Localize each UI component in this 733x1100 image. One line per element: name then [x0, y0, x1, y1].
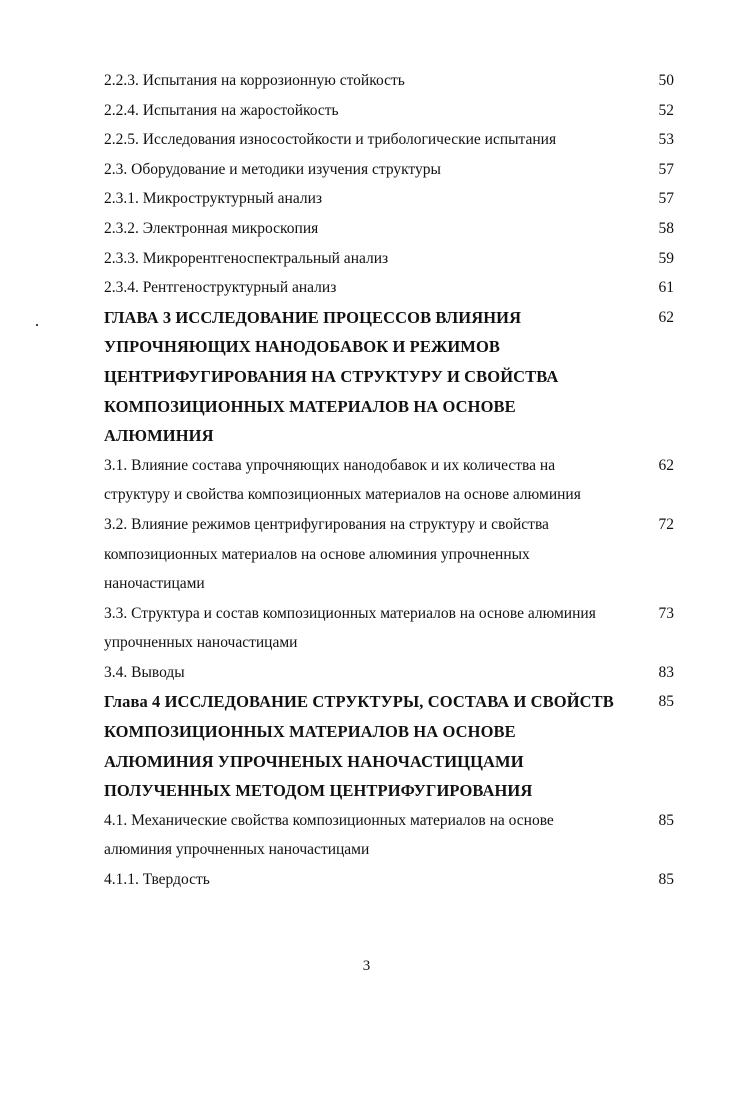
- toc-entry-page: 59: [658, 249, 674, 267]
- toc-entry-title: 2.3.1. Микроструктурный анализ: [104, 190, 322, 208]
- toc-entry-title: 4.1. Механические свойства композиционных материалов на основе алюминия упрочненных наночастицами: [104, 811, 554, 859]
- toc-entry-title: 2.3.2. Электронная микроскопия: [104, 219, 319, 237]
- toc-entry-title: 4.1.1. Твердость: [104, 871, 210, 889]
- toc-entry: [104, 865, 674, 895]
- toc-entry-page: 72: [658, 515, 674, 533]
- toc-entry: [104, 214, 674, 244]
- toc-entry-title: 2.2.5. Исследования износостойкости и трибологические испытания: [104, 131, 557, 149]
- toc-entry-title: 2.2.4. Испытания на жаростойкость: [104, 101, 339, 119]
- toc-entry: [104, 658, 674, 688]
- scan-speck: [36, 324, 38, 326]
- toc-entry: [104, 599, 674, 658]
- toc-entry: [104, 510, 674, 599]
- toc-entry: [104, 155, 674, 185]
- toc-entry: [104, 273, 674, 303]
- page-number: 3: [362, 958, 371, 974]
- toc-entry: [104, 125, 674, 155]
- toc-entry-page: 83: [658, 663, 674, 681]
- toc-entry-title: Глава 4 ИССЛЕДОВАНИЕ СТРУКТУРЫ, СОСТАВА И СВОЙСТВ КОМПОЗИЦИОННЫХ МАТЕРИАЛОВ НА ОСНОВЕ АЛЮМИНИЯ УПРОЧНЕНЫХ НАНОЧАСТИЦЦАМИ ПОЛУЧЕННЫХ МЕТОДОМ ЦЕНТРИФУГИРОВАНИЯ: [104, 692, 614, 801]
- toc-entry: [104, 303, 674, 451]
- toc-entry-page: 57: [658, 190, 674, 208]
- toc-entry-title: 3.3. Структура и состав композиционных материалов на основе алюминия упрочненных наночастицами: [104, 604, 596, 652]
- toc-entry: [104, 451, 674, 510]
- toc-entry-page: 62: [658, 308, 674, 326]
- toc-entry: [104, 96, 674, 126]
- toc-entry-page: 58: [658, 219, 674, 237]
- toc-entry-title: 3.2. Влияние режимов центрифугирования на структуру и свойства композиционных материалов на основе алюминия упрочненных наночастицами: [104, 515, 549, 593]
- toc-entry-page: 53: [658, 131, 674, 149]
- toc-entry-title: 2.3.3. Микрорентгеноспектральный анализ: [104, 249, 389, 267]
- toc-entry-page: 57: [658, 160, 674, 178]
- toc-entry-page: 85: [658, 693, 674, 711]
- toc-entry-title: 2.2.3. Испытания на коррозионную стойкость: [104, 72, 405, 89]
- toc-entry-page: 50: [658, 72, 674, 89]
- toc-entry: [104, 244, 674, 274]
- toc-entry-page: 61: [658, 279, 674, 297]
- toc-entry-page: 73: [658, 604, 674, 622]
- toc-entry-page: 85: [658, 871, 674, 889]
- toc-entry-page: 52: [658, 101, 674, 119]
- toc-entry: [104, 66, 674, 96]
- toc-entry-title: 2.3. Оборудование и методики изучения структуры: [104, 160, 441, 178]
- toc-entry: [104, 184, 674, 214]
- table-of-contents: [104, 66, 674, 895]
- toc-entry-page: 85: [658, 811, 674, 829]
- toc-entry-title: 2.3.4. Рентгеноструктурный анализ: [104, 279, 337, 297]
- toc-entry-title: 3.1. Влияние состава упрочняющих нанодобавок и их количества на структуру и свойства композиционных материалов на основе алюминия: [104, 456, 581, 504]
- toc-entry-title: ГЛАВА 3 ИССЛЕДОВАНИЕ ПРОЦЕССОВ ВЛИЯНИЯ УПРОЧНЯЮЩИХ НАНОДОБАВОК И РЕЖИМОВ ЦЕНТРИФУГИРОВАНИЯ НА СТРУКТУРУ И СВОЙСТВА КОМПОЗИЦИОННЫХ МАТЕРИАЛОВ НА ОСНОВЕ АЛЮМИНИЯ: [104, 307, 559, 446]
- toc-entry-page: 62: [658, 456, 674, 474]
- toc-entry: [104, 806, 674, 865]
- toc-entry: [104, 687, 674, 805]
- toc-entry-title: 3.4. Выводы: [104, 663, 185, 681]
